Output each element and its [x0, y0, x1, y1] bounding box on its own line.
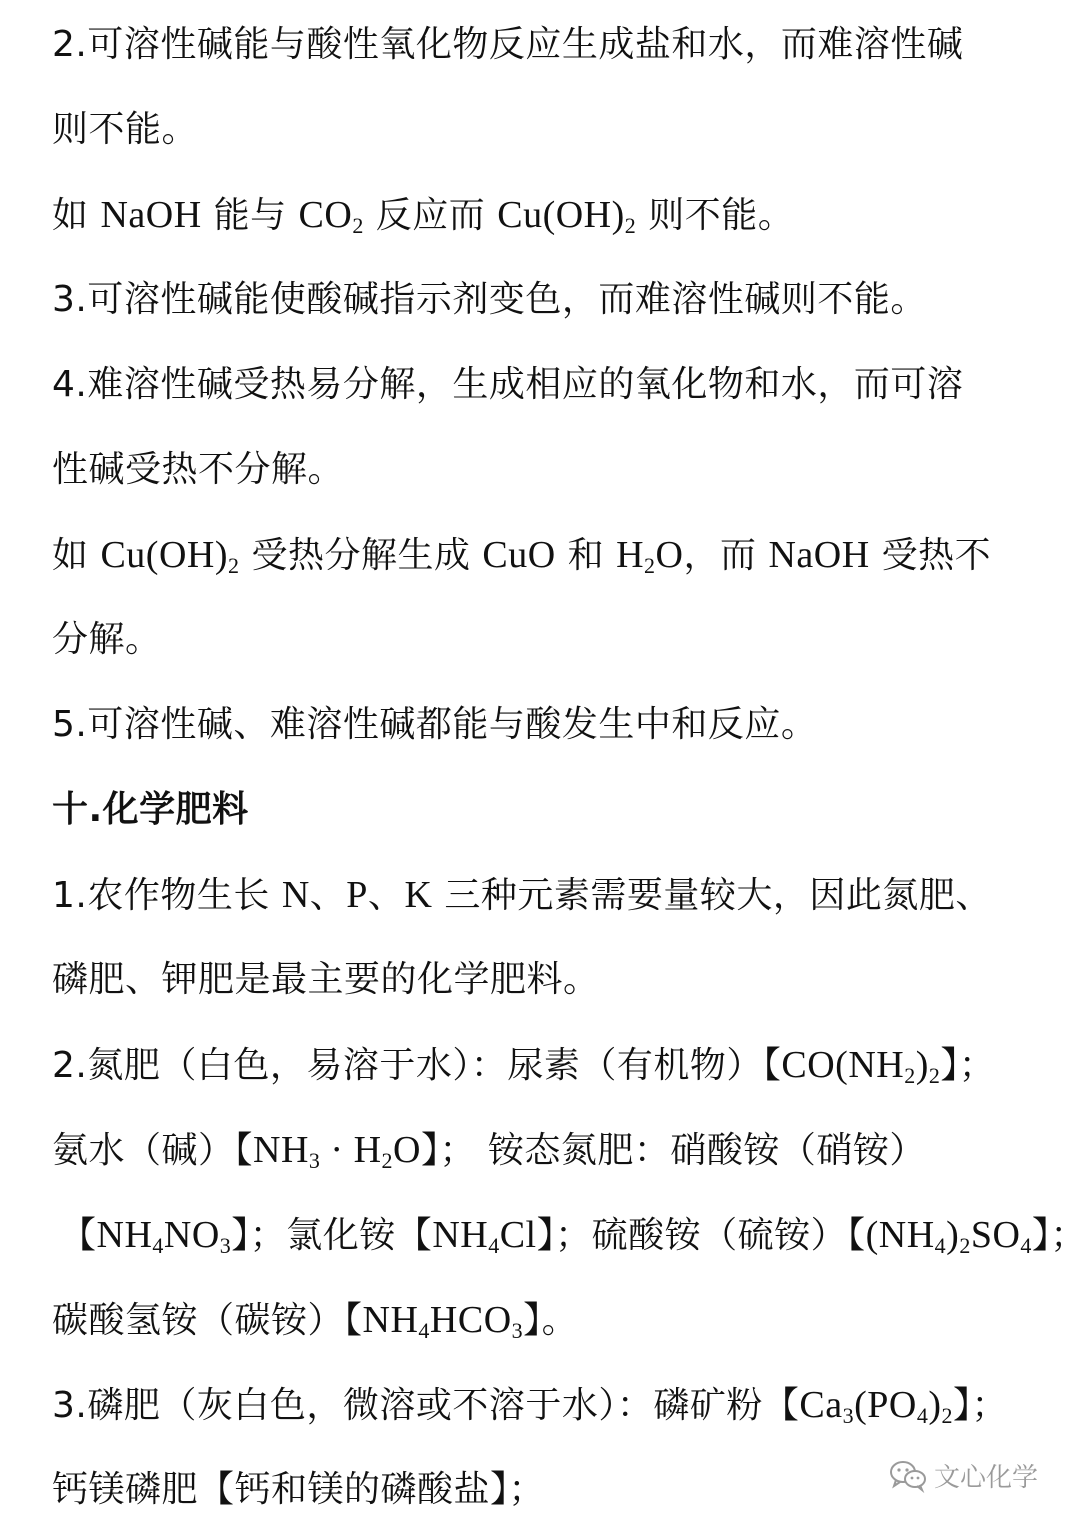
text-segment: 】； [1031, 1215, 1087, 1256]
text-segment: 受热不 [869, 535, 992, 576]
text-segment: 难溶性碱受热易分解，生成相应的氧化物和水，而可溶 [87, 364, 964, 405]
text-line [52, 860, 1050, 930]
text-segment: O [393, 1129, 421, 1171]
text-segment: 2 [624, 213, 637, 238]
text-segment: 分解。 [52, 619, 162, 660]
text-segment: 4 [1020, 1233, 1032, 1258]
text-segment: 如 [52, 195, 101, 236]
text-segment: 】。 [523, 1300, 579, 1341]
text-segment: HCO [429, 1299, 512, 1341]
text-segment: H [353, 1129, 382, 1171]
text-segment: 可溶性碱能使酸碱指示剂变色，而难溶性碱则不能。 [87, 279, 927, 320]
text-segment: NaOH [100, 194, 202, 236]
text-line [52, 1370, 1050, 1440]
text-segment: ) [928, 1384, 942, 1426]
text-segment: 2 [381, 1148, 394, 1173]
text-segment: 【 [60, 1215, 97, 1256]
text-segment: 2 [352, 213, 364, 238]
text-segment: NH [362, 1299, 419, 1341]
watermark-text: 文心化学 [934, 1462, 1039, 1493]
text-segment: 3 [511, 1318, 524, 1343]
text-segment: NH [96, 1214, 153, 1256]
text-segment: 2 [959, 1233, 971, 1258]
text-segment: CO(NH [781, 1044, 905, 1086]
text-segment: NaOH [768, 534, 870, 576]
text-segment: 3. [52, 1385, 88, 1426]
text-segment: H [616, 534, 645, 576]
text-segment: Cu(OH) [100, 534, 228, 576]
text-line [52, 1285, 1050, 1355]
text-segment: 、 [367, 875, 405, 916]
text-line [60, 1200, 1087, 1270]
text-segment: 5. [52, 704, 88, 745]
text-segment: Cu(OH) [497, 194, 625, 236]
watermark [888, 1455, 1038, 1495]
text-segment: P [346, 874, 368, 916]
text-segment: 2. [52, 24, 88, 65]
text-segment: 4 [488, 1233, 500, 1258]
text-segment: SO [970, 1214, 1021, 1256]
text-segment: 2 [644, 553, 656, 578]
text-segment: 磷肥（灰白色，微溶或不溶于水）：磷矿粉【 [87, 1385, 800, 1426]
text-segment: 如 [52, 535, 101, 576]
text-segment: 2. [52, 1045, 88, 1086]
text-segment: 4 [934, 1233, 947, 1258]
text-segment: 则不能。 [636, 195, 795, 236]
text-line [52, 1030, 1050, 1100]
text-segment: 碳酸氢铵（碳铵）【 [52, 1300, 363, 1341]
text-segment: CuO [482, 534, 556, 576]
text-segment: ) [946, 1214, 960, 1256]
text-segment: 十.化学肥料 [52, 789, 249, 830]
text-segment: 4. [52, 364, 88, 405]
text-line [52, 945, 1050, 1015]
text-segment: 三种元素需要量较大，因此氮肥、 [432, 875, 992, 916]
text-line [52, 435, 1050, 505]
text-segment: Ca [799, 1384, 843, 1426]
text-segment: K [404, 874, 433, 916]
text-segment: ，而 [683, 535, 769, 576]
text-segment: 1. [52, 875, 88, 916]
text-line [52, 350, 1050, 420]
text-segment: 可溶性碱能与酸性氧化物反应生成盐和水，而难溶性碱 [87, 24, 964, 65]
text-line [52, 520, 1050, 590]
text-segment: 】； [952, 1385, 1008, 1426]
text-segment: N [281, 874, 310, 916]
text-segment: 可溶性碱、难溶性碱都能与酸发生中和反应。 [87, 704, 818, 745]
text-segment: 3 [219, 1233, 232, 1258]
text-segment: 】；氯化铵【 [231, 1215, 433, 1256]
text-line [52, 690, 1050, 760]
text-segment: 3. [52, 279, 88, 320]
text-segment: · [320, 1129, 354, 1171]
text-segment: NO [163, 1214, 220, 1256]
text-segment: 2 [928, 1063, 941, 1088]
text-segment: NH [253, 1129, 309, 1171]
text-segment: CO [298, 194, 353, 236]
section-heading [52, 775, 1050, 845]
text-segment: 】； 铵态氮肥：硝酸铵（硝铵） [420, 1130, 926, 1171]
text-segment: 反应而 [363, 195, 498, 236]
text-segment: ) [915, 1044, 929, 1086]
text-segment: 农作物生长 [87, 875, 282, 916]
text-segment: 则不能。 [52, 109, 199, 150]
wechat-icon [888, 1458, 928, 1492]
text-line [52, 180, 1050, 250]
text-segment: 2 [228, 553, 240, 578]
text-segment: 、 [309, 875, 347, 916]
text-segment: 性碱受热不分解。 [52, 449, 345, 490]
text-line [52, 265, 1050, 335]
text-segment: (NH [865, 1214, 935, 1256]
text-segment: O [655, 534, 684, 576]
text-segment: 】； [940, 1045, 996, 1086]
text-segment: NH [432, 1214, 489, 1256]
text-line [52, 605, 1050, 675]
text-line [52, 10, 1050, 80]
text-line [52, 1115, 1050, 1185]
text-segment: 4 [418, 1318, 430, 1343]
text-segment: 3 [842, 1403, 855, 1428]
text-segment: 磷肥、钾肥是最主要的化学肥料。 [52, 959, 600, 1000]
text-segment: 和 [555, 535, 617, 576]
text-segment: 4 [152, 1233, 164, 1258]
text-segment: 钙镁磷肥【钙和镁的磷酸盐】； [52, 1469, 546, 1510]
text-segment: 氨水（碱）【 [52, 1130, 254, 1171]
text-segment: 2 [904, 1063, 916, 1088]
text-line [52, 95, 1050, 165]
text-segment: 氮肥（白色，易溶于水）：尿素（有机物）【 [87, 1045, 782, 1086]
text-segment: (PO [854, 1384, 917, 1426]
text-segment: 2 [941, 1403, 953, 1428]
text-segment: 4 [916, 1403, 929, 1428]
text-segment: 3 [308, 1148, 321, 1173]
text-segment: 受热分解生成 [239, 535, 483, 576]
text-segment: Cl [499, 1214, 537, 1256]
text-segment: 】；硫酸铵（硫铵）【 [536, 1215, 866, 1256]
text-segment: 能与 [201, 195, 299, 236]
